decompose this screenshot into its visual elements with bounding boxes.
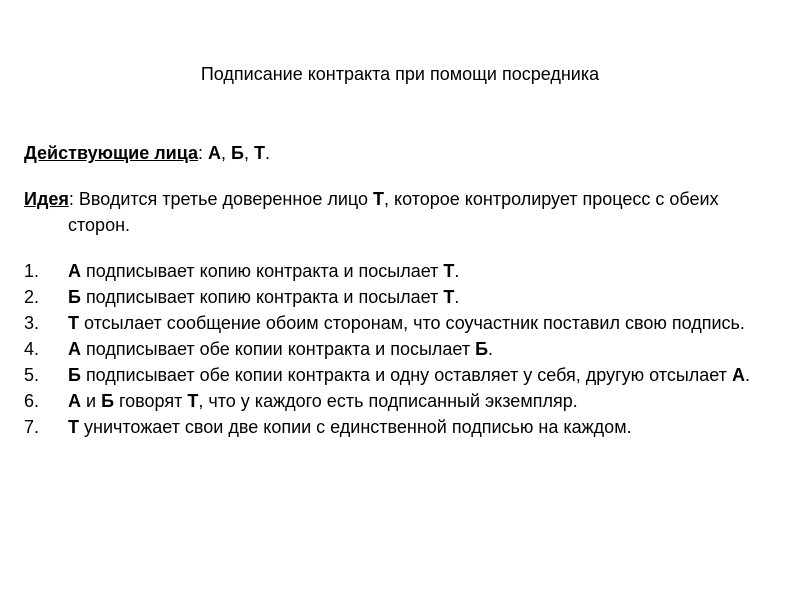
step-text: уничтожает свои две копии с единственной подписью на каждом. (79, 417, 632, 437)
step-number: 7. (24, 417, 40, 437)
list-item (24, 258, 784, 284)
step-bold: Б (475, 339, 488, 359)
step-bold: Б (68, 365, 81, 385)
step-text: подписывает обе копии контракта и одну оставляет у себя, другую отсылает (80, 365, 732, 385)
step-bold: Б (68, 287, 81, 307)
actor-b: Б (231, 143, 244, 163)
step-bold: Т (68, 417, 79, 437)
idea-label: Идея (24, 189, 69, 209)
list-item (24, 362, 784, 388)
steps-list (24, 258, 784, 440)
step-bold: Б (101, 391, 114, 411)
step-bold: А (68, 339, 81, 359)
list-item (24, 284, 784, 310)
list-item (24, 310, 784, 336)
step-number: 3. (24, 313, 40, 333)
step-text: . (454, 287, 460, 307)
step-number: 5. (24, 365, 40, 385)
step-bold: Т (68, 313, 79, 333)
idea-t: Т (373, 189, 385, 209)
step-text: подписывает копию контракта и посылает (80, 287, 444, 307)
slide-title: Подписание контракта при помощи посредника (200, 64, 600, 84)
step-number: 6. (24, 391, 40, 411)
list-item (24, 414, 784, 440)
idea-text-1: : Вводится третье доверенное лицо (68, 189, 374, 209)
slide-body (24, 140, 784, 440)
step-number: 1. (24, 261, 40, 281)
spacer (24, 238, 784, 258)
actors-comma-1: , (221, 143, 232, 163)
step-bold: Т (187, 391, 199, 411)
step-text: подписывает копию контракта и посылает (81, 261, 444, 281)
idea-text-2: , которое контролирует процесс с обеих сторон. (68, 189, 719, 235)
step-bold: А (68, 261, 81, 281)
spacer (24, 166, 784, 186)
step-text: . (488, 339, 494, 359)
step-text: , что у каждого есть подписанный экземпляр. (198, 391, 578, 411)
step-text: . (454, 261, 460, 281)
step-bold: Т (443, 261, 455, 281)
step-text: подписывает обе копии контракта и посылает (81, 339, 476, 359)
actor-t: Т (254, 143, 265, 163)
actors-comma-2: , (243, 143, 254, 163)
step-bold: А (68, 391, 81, 411)
step-text: говорят (114, 391, 188, 411)
actors-end: . (265, 143, 271, 163)
step-text: отсылает сообщение обоим сторонам, что соучастник поставил свою подпись. (79, 313, 745, 333)
step-text: . (744, 365, 750, 385)
actors-line (24, 140, 784, 166)
actors-sep: : (198, 143, 209, 163)
actor-a: А (208, 143, 222, 163)
step-bold: А (731, 365, 745, 385)
list-item (24, 388, 784, 414)
idea-paragraph (24, 186, 784, 238)
step-text: и (81, 391, 102, 411)
actors-label: Действующие лица (24, 143, 199, 163)
step-number: 2. (24, 287, 40, 307)
list-item (24, 336, 784, 362)
step-bold: Т (443, 287, 455, 307)
step-number: 4. (24, 339, 40, 359)
